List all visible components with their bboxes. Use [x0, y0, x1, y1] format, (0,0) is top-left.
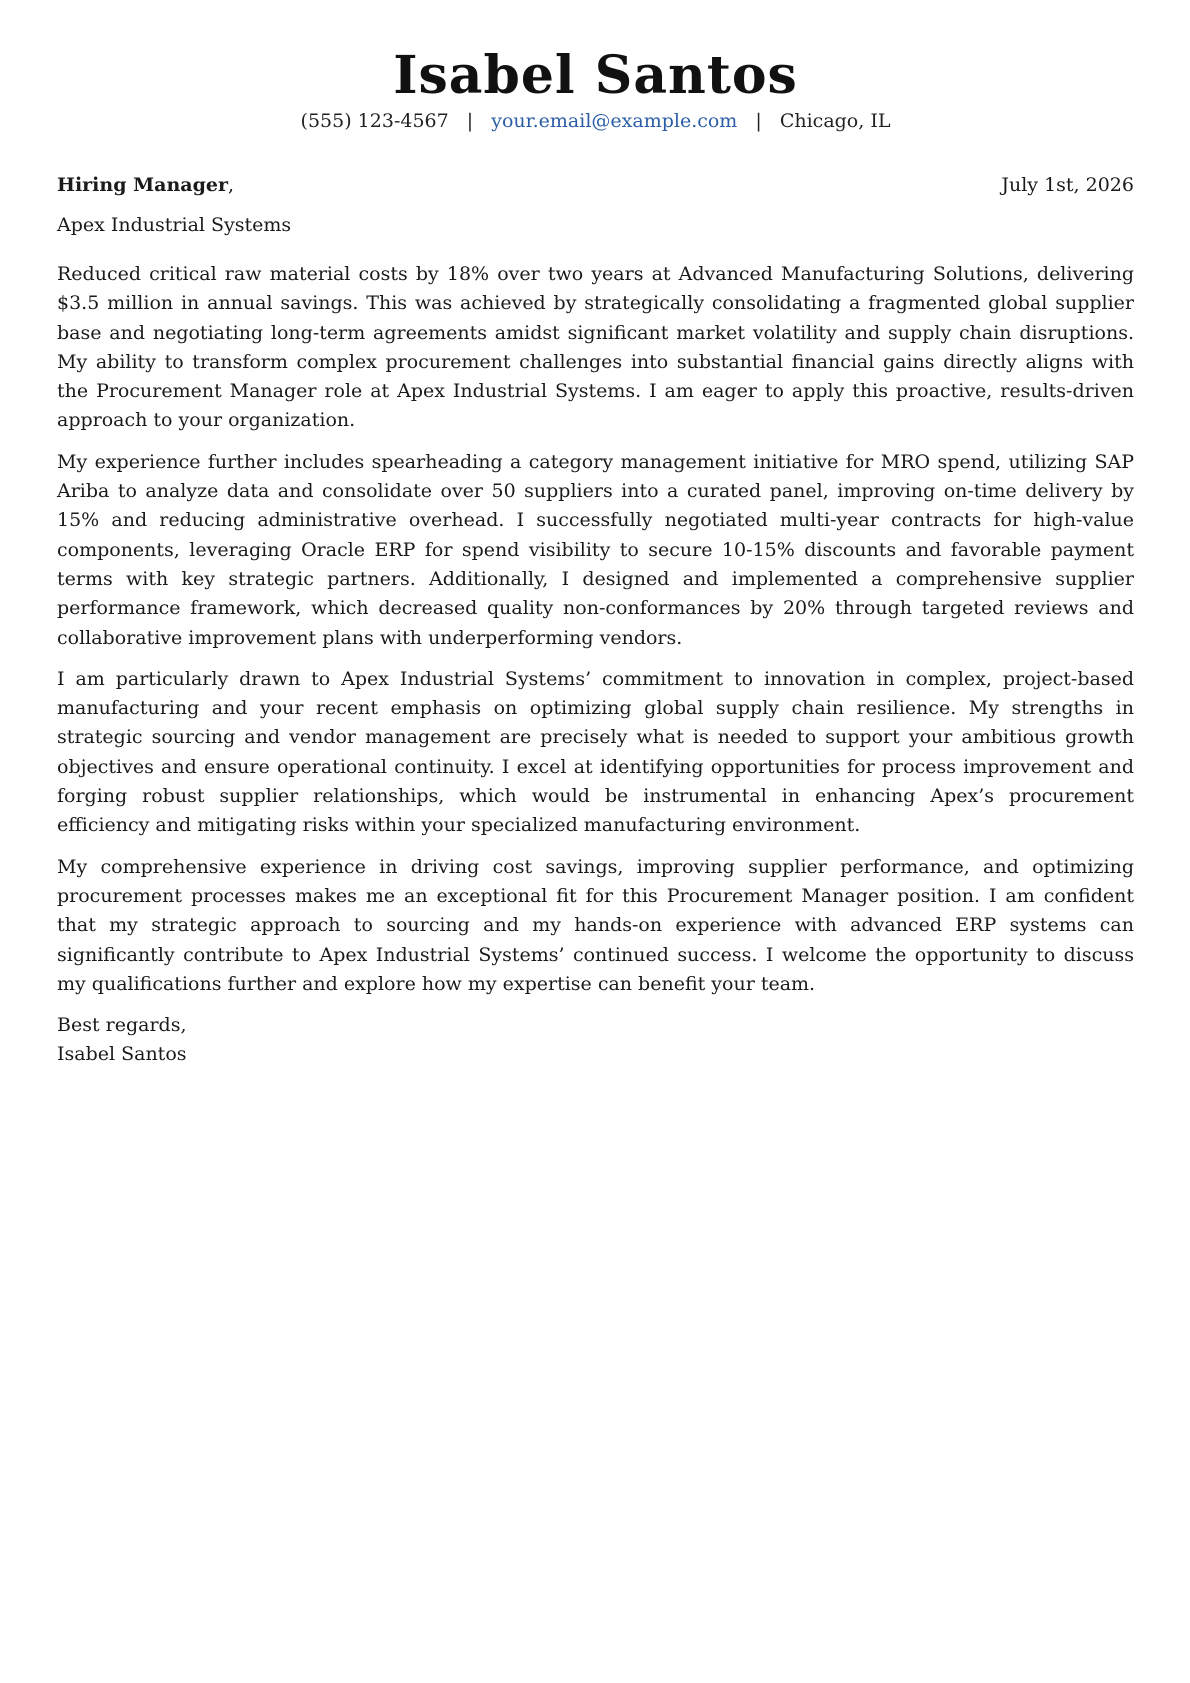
contact-separator: | — [466, 110, 474, 132]
signature-name: Isabel Santos — [57, 1043, 187, 1066]
phone-number: (555) 123-4567 — [300, 110, 449, 132]
body-paragraph: My comprehensive experience in driving cost savings, improving supplier performance, and optimizing procurement processes makes me an exceptional fit for this Procurement Manager position. I am confident that my strategic approach to sourcing and my hands-on experience with advanced ERP systems can significantly contribute to Apex Industrial Systems’ continued success. I welcome the opportunity to discuss my qualifications further and explore how my expertise can benefit your team. — [57, 855, 1134, 995]
recipient-name: Hiring Manager — [57, 174, 228, 196]
closing-block — [57, 1011, 1134, 1069]
body-paragraph: Reduced critical raw material costs by 18% over two years at Advanced Manufacturing Solutions, delivering $3.5 million in annual savings. This was achieved by strategically consolidating a fragmented global supplier base and negotiating long-term agreements amidst significant market volatility and supply chain disruptions. My ability to transform complex procurement challenges into substantial financial gains directly aligns with the Procurement Manager role at Apex Industrial Systems. I am eager to apply this proactive, results-driven approach to your organization. — [57, 263, 1134, 432]
recipient — [57, 172, 234, 198]
applicant-name: Isabel Santos — [393, 45, 798, 106]
cover-letter-page — [57, 0, 1134, 1069]
email-link[interactable]: your.email@example.com — [491, 110, 738, 132]
letter-body — [57, 260, 1134, 999]
letter-date: July 1st, 2026 — [1001, 174, 1134, 196]
body-paragraph: I am particularly drawn to Apex Industrial Systems’ commitment to innovation in complex, project-based manufacturing and your recent emphasis on optimizing global supply chain resilience. My strengths in strategic sourcing and vendor management are precisely what is needed to support your ambitious growth objectives and ensure operational continuity. I excel at identifying opportunities for process improvement and forging robust supplier relationships, which would be instrumental in enhancing Apex’s procurement efficiency and mitigating risks within your specialized manufacturing environment. — [57, 667, 1134, 837]
body-paragraph: My experience further includes spearheading a category management initiative for MRO spend, utilizing SAP Ariba to analyze data and consolidate over 50 suppliers into a curated panel, improving on-time delivery by 15% and reducing administrative overhead. I successfully negotiated multi-year contracts for high-value components, leveraging Oracle ERP for spend visibility to secure 10-15% discounts and favorable payment terms with key strategic partners. Additionally, I designed and implemented a comprehensive supplier performance framework, which decreased quality non-conformances by 20% through targeted reviews and collaborative improvement plans with underperforming vendors. — [57, 450, 1134, 649]
recipient-comma: , — [227, 174, 235, 196]
location: Chicago, IL — [779, 110, 891, 132]
salutation-row — [57, 172, 1134, 198]
contact-line — [57, 108, 1134, 134]
closing-phrase: Best regards, — [57, 1014, 187, 1037]
company-name: Apex Industrial Systems — [57, 214, 292, 236]
contact-separator: | — [755, 110, 762, 132]
